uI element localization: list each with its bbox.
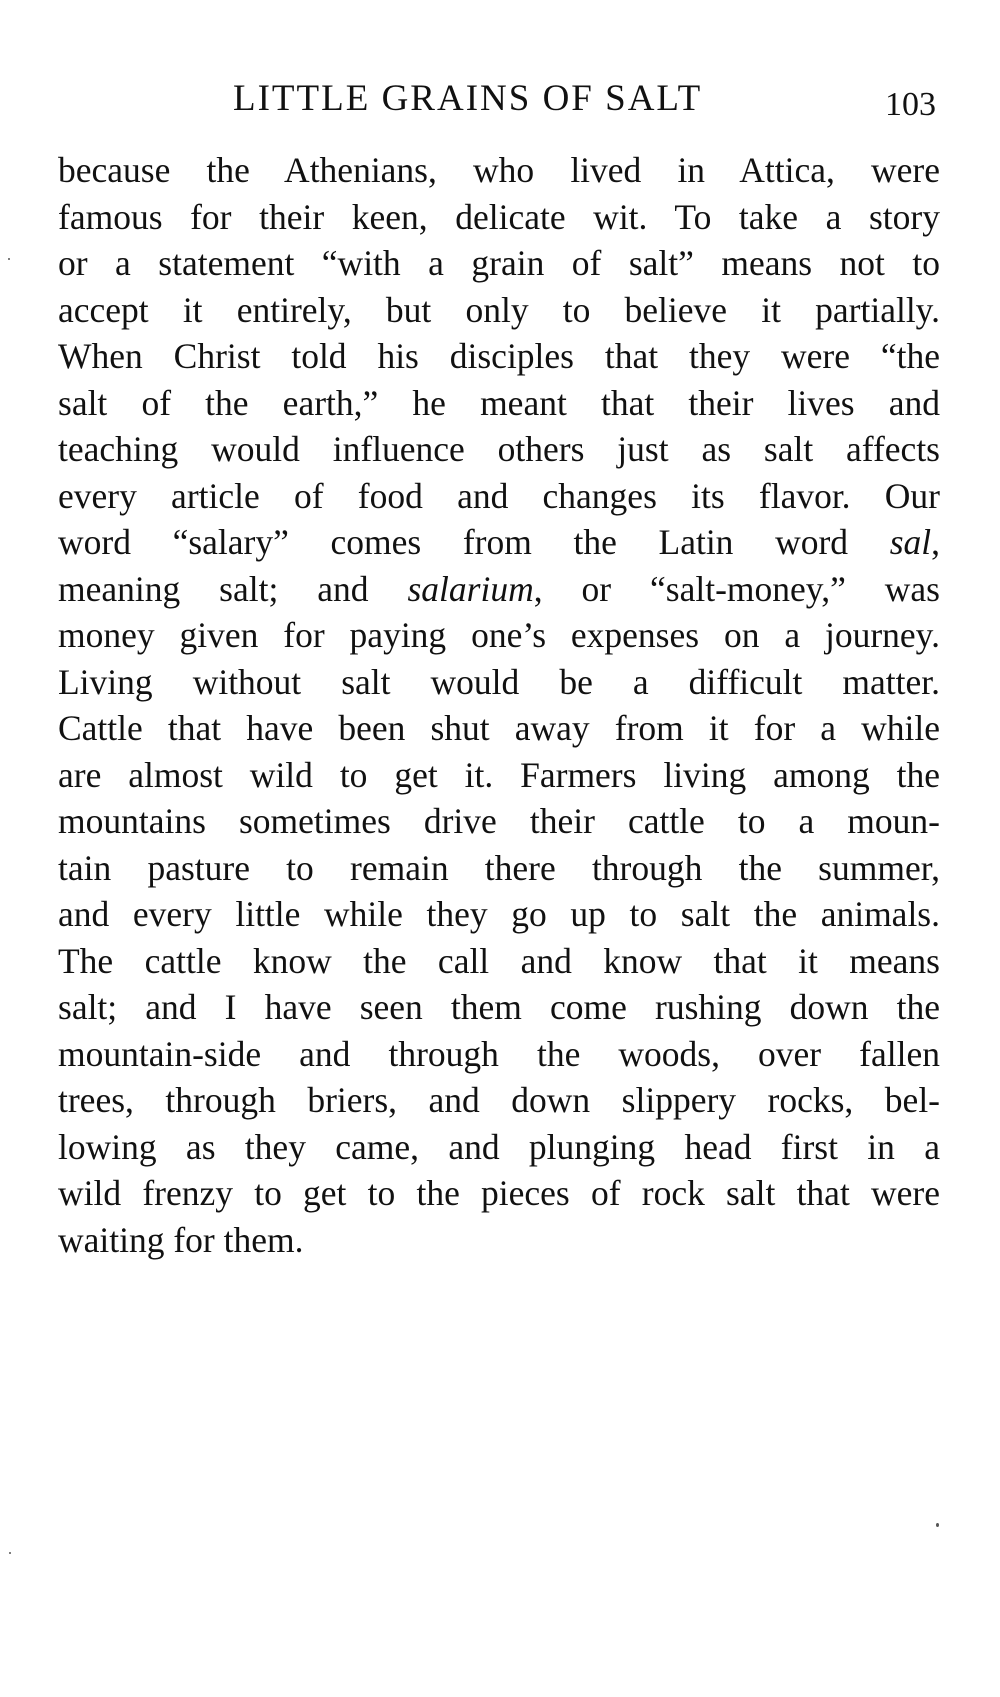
text-line: lowing as they came, and plunging head first in a: [58, 1126, 940, 1167]
scan-speck: [8, 258, 10, 260]
text-line: mountains sometimes drive their cattle to a moun-: [58, 801, 940, 841]
text-line: meaning salt; and salarium, or “salt-money,” was: [58, 568, 940, 609]
text-line: tain pasture to remain there through the summer,: [58, 847, 940, 888]
text-line: Living without salt would be a difficult matter.: [58, 661, 940, 702]
text-line: every article of food and changes its flavor. Our: [58, 475, 940, 516]
text-line: When Christ told his disciples that they were “the: [58, 336, 940, 376]
italic-word: salarium: [407, 568, 534, 609]
scan-speck: [936, 1523, 939, 1527]
page-number: 103: [885, 86, 936, 123]
running-title: LITTLE GRAINS OF SALT: [233, 78, 703, 119]
text-line: waiting for them.: [58, 1219, 304, 1260]
text-line: and every little while they go up to salt the animals.: [58, 894, 940, 934]
text-line: are almost wild to get it. Farmers living among the: [58, 754, 940, 795]
text-line: salt of the earth,” he meant that their lives and: [58, 382, 940, 423]
text-line: salt; and I have seen them come rushing down the: [58, 987, 940, 1027]
text-line: wild frenzy to get to the pieces of rock salt that were: [58, 1173, 940, 1213]
text-line: famous for their keen, delicate wit. To take a story: [58, 196, 940, 237]
italic-word: sal: [889, 522, 932, 562]
text-line: mountain-side and through the woods, over fallen: [58, 1033, 940, 1074]
running-header: [0, 74, 1000, 124]
text-line: money given for paying one’s expenses on a journey.: [58, 615, 940, 655]
body-text: [58, 147, 940, 1263]
text-line: Cattle that have been shut away from it for a while: [58, 708, 940, 748]
text-line: because the Athenians, who lived in Attica, were: [58, 150, 940, 190]
text-line: word “salary” comes from the Latin word sal,: [58, 522, 940, 562]
text-line: trees, through briers, and down slippery rocks, bel-: [58, 1080, 940, 1120]
text-line: The cattle know the call and know that it means: [58, 940, 940, 981]
text-line: or a statement “with a grain of salt” means not to: [58, 243, 940, 283]
text-line: teaching would influence others just as salt affects: [58, 429, 940, 469]
text-line: accept it entirely, but only to believe it partially.: [58, 289, 940, 330]
scan-speck: [9, 1552, 11, 1554]
